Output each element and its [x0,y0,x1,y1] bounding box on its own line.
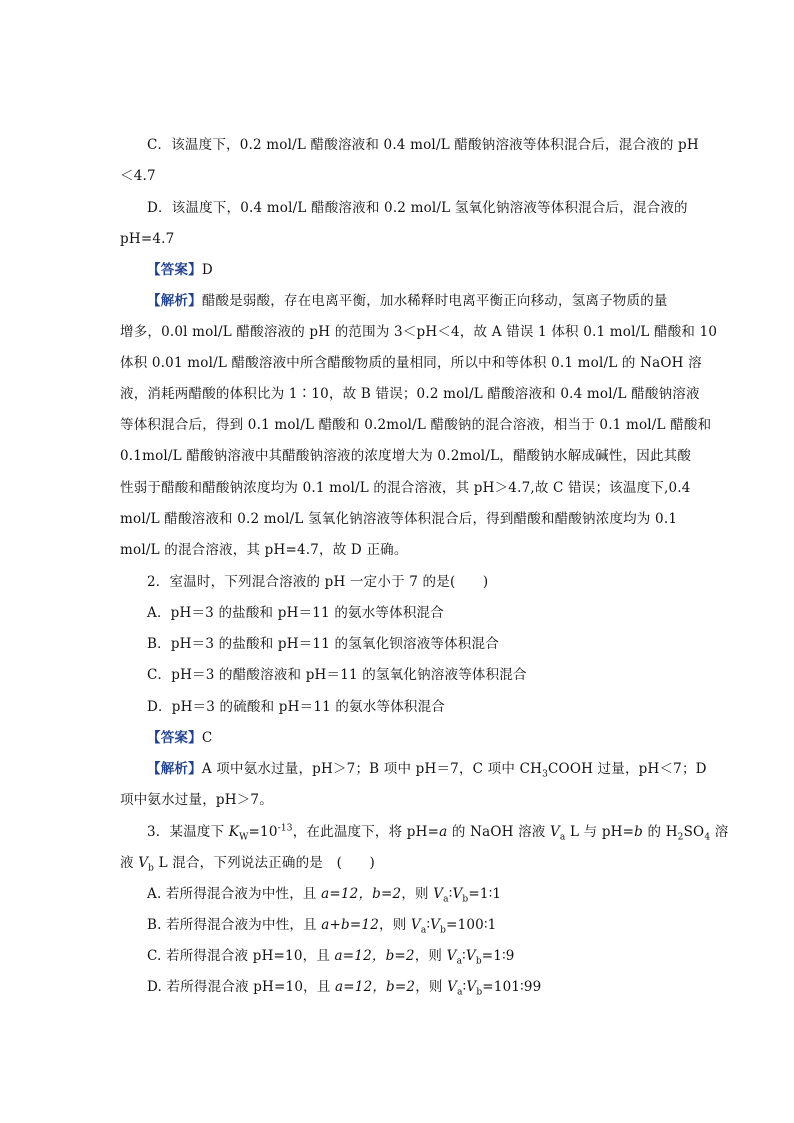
subscript: a [456,956,463,967]
subscript: b [148,863,155,874]
option-ratio: =101∶99 [482,979,542,995]
answer-label: 【答案】 [147,730,202,746]
answer-value: D [201,262,213,278]
var-v: V [452,886,463,902]
var-v: V [465,948,476,964]
q1-option-d-line2: pH=4.7 [120,231,175,247]
stem-text: L 混合，下列说法正确的是 ( ) [154,855,376,871]
q1-analysis-line: mol/L 醋酸溶液和 0.2 mol/L 氢氧化钠溶液等体积混合后，得到醋酸和醋酸钠浓度均为 0.1 [120,511,678,527]
var-v: V [430,917,441,933]
q1-analysis-line: 0.1mol/L 醋酸钠溶液中其醋酸钠溶液的浓度增大为 0.2mol/L，醋酸钠水解成碱性，因此其酸 [120,448,692,464]
option-ratio: =100∶1 [446,917,497,933]
q2-analysis-line: 项中氨水过量，pH＞7。 [120,792,273,808]
option-text: D. 若所得混合液 pH=10，且 [147,979,336,995]
q1-analysis-line: 性弱于醋酸和醋酸钠浓度均为 0.1 mol/L 的混合溶液，其 pH＞4.7,故 C 错误；该温度下,0.4 [120,480,691,496]
superscript: -13 [277,823,293,834]
q2-analysis-line [147,759,707,779]
answer-value: C [201,730,213,746]
option-text: B. 若所得混合液为中性，且 [147,917,322,933]
subscript: b [462,894,469,905]
var-a: a [439,824,448,840]
var-v: V [433,886,444,902]
subscript: a [559,832,566,843]
q2-option-a: A．pH＝3 的盐酸和 pH＝11 的氨水等体积混合 [147,605,444,621]
analysis-label: 【解析】 [147,293,202,309]
q1-analysis-line: mol/L 的混合溶液，其 pH=4.7，故 D 正确。 [120,542,408,558]
analysis-text: COOH 过量，pH＜7；D [548,761,707,777]
option-condition: a=12，b=2 [321,886,402,902]
stem-text: 溶 [710,824,729,840]
var-v: V [466,979,477,995]
subscript: b [475,956,482,967]
analysis-label: 【解析】 [147,761,202,777]
q2-option-b: B．pH＝3 的盐酸和 pH＝11 的氢氧化钡溶液等体积混合 [147,636,499,652]
option-ratio: =1∶9 [481,948,515,964]
option-text: C. 若所得混合液 pH=10，且 [147,948,335,964]
subscript: 2 [677,832,684,843]
q3-stem-line1 [147,822,728,842]
option-text: ，则 [414,948,447,964]
answer-label: 【答案】 [147,262,202,278]
analysis-text: 醋酸是弱酸，存在电离平衡，加水稀释时电离平衡正向移动，氢离子物质的量 [201,293,668,309]
option-ratio: =1∶1 [468,886,502,902]
q2-answer [147,728,212,748]
var-b: b [634,824,644,840]
q1-answer [147,260,213,280]
option-text: ，则 [401,886,434,902]
q1-analysis-line: 增多，0.0l mol/L 醋酸溶液的 pH 的范围为 3＜pH＜4，故 A 错误 1 体积 0.1 mol/L 醋酸和 10 [120,324,718,340]
q1-option-d-line1: D．该温度下，0.4 mol/L 醋酸溶液和 0.2 mol/L 氢氧化钠溶液等体积混合后，混合液的 [147,200,688,216]
option-condition: a+b=12 [321,917,379,933]
subscript: b [476,987,483,998]
option-condition: a=12，b=2 [335,979,416,995]
q2-stem: 2．室温时，下列混合溶液的 pH 一定小于 7 的是( ) [147,574,489,590]
option-text: ，则 [379,917,411,933]
option-condition: a=12，b=2 [334,948,415,964]
stem-text: 的 NaOH 溶液 [447,824,550,840]
q2-option-d: D．pH＝3 的硫酸和 pH＝11 的氨水等体积混合 [147,699,445,715]
subscript: b [440,925,447,936]
var-v: V [446,948,457,964]
q1-analysis-line: 等体积混合后，得到 0.1 mol/L 醋酸和 0.2mol/L 醋酸钠的混合溶液，相当于 0.1 mol/L 醋酸和 [120,417,712,433]
q1-analysis-line [147,291,668,311]
subscript: a [457,987,463,998]
subscript: a [420,925,427,936]
var-v: V [410,917,421,933]
q1-analysis-line: 液，消耗两醋酸的体积比为 1∶10，故 B 错误；0.2 mol/L 醋酸溶液和 0.4 mol/L 醋酸钠溶液 [120,386,700,402]
option-text: A. 若所得混合液为中性，且 [147,886,322,902]
subscript: a [443,894,449,905]
stem-text: L 与 pH= [565,824,635,840]
subscript: 4 [704,832,711,843]
stem-text: ，在此温度下，将 pH= [292,824,440,840]
q3-option-c: C. 若所得混合液 pH=10，且 a=12，b=2，则 $V_a∶V_b=1∶9$ [147,948,515,967]
q1-option-c-line1: C．该温度下，0.2 mol/L 醋酸溶液和 0.4 mol/L 醋酸钠溶液等体积混合后，混合液的 pH [147,137,699,153]
q3-stem-line2 [120,853,375,873]
subscript: 3 [542,769,549,780]
subscript: W [239,832,249,843]
stem-text: SO [683,824,705,840]
stem-text: =10 [248,824,278,840]
q1-analysis-line: 体积 0.01 mol/L 醋酸溶液中所含醋酸物质的量相同，所以中和等体积 0.1 mol/L 的 NaOH 溶 [120,355,702,371]
kw-symbol: K [228,824,240,840]
stem-text: 液 [120,855,139,871]
q3-option-b: B. 若所得混合液为中性，且 a+b=12，则 $V_a∶V_b=100∶1$ [147,917,497,936]
q3-option-d: D. 若所得混合液 pH=10，且 a=12，b=2，则 $V_a∶V_b=101∶99$ [147,979,542,998]
var-v: V [549,824,560,840]
stem-text: 的 H [643,824,678,840]
analysis-text: A 项中氨水过量，pH＞7；B 项中 pH＝7，C 项中 CH [201,761,543,777]
option-text: ，则 [415,979,448,995]
q2-option-c: C．pH＝3 的醋酸溶液和 pH＝11 的氢氧化钠溶液等体积混合 [147,667,527,683]
q3-option-a: A. 若所得混合液为中性，且 a=12，b=2，则 $V_a∶V_b=1∶1$ [147,886,502,905]
stem-text: 3．某温度下 [147,824,229,840]
var-v: V [138,855,149,871]
var-v: V [447,979,458,995]
q1-option-c-line2: ＜4.7 [120,168,156,184]
